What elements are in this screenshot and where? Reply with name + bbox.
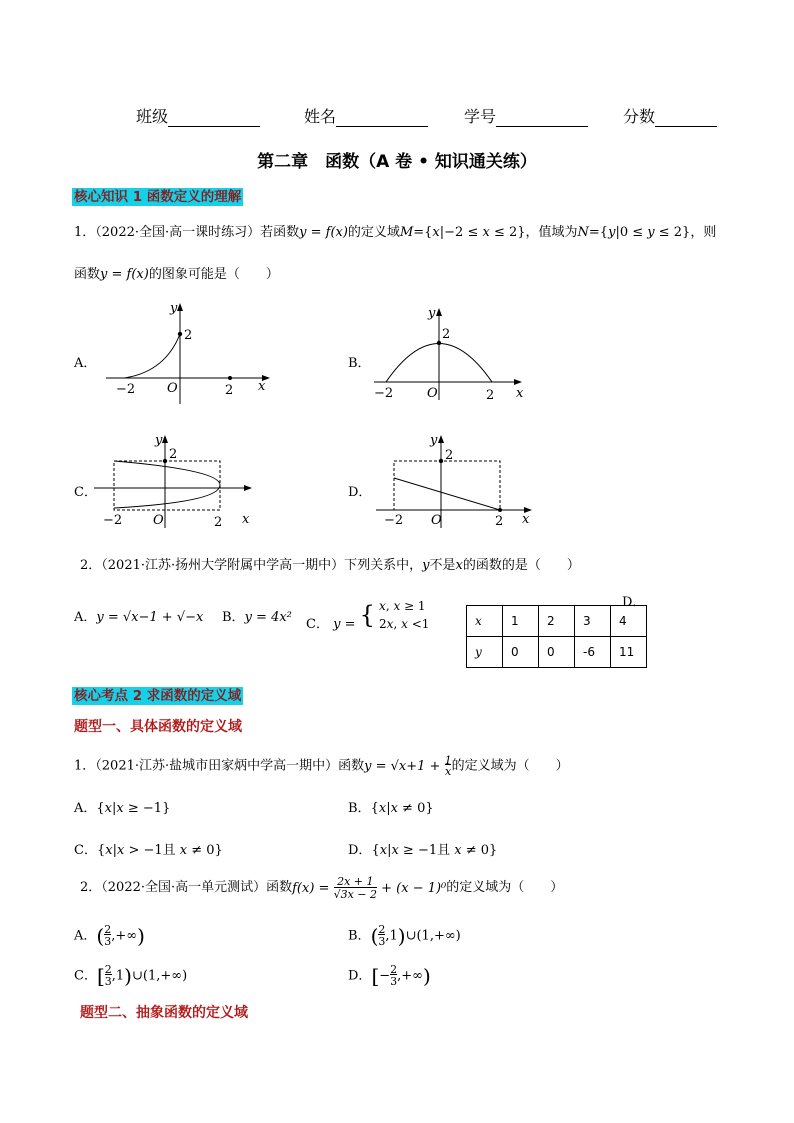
- svg-text:2: 2: [225, 383, 234, 398]
- s2-q1-option-b[interactable]: B．{x|x ≠ 0}: [348, 801, 434, 816]
- svg-text:x: x: [242, 512, 250, 527]
- svg-text:x: x: [522, 512, 530, 527]
- s2-q2-option-c[interactable]: C．[2 3,1)∪(1,+∞): [74, 963, 188, 988]
- graph-option-d[interactable]: [372, 432, 542, 532]
- svg-text:2: 2: [442, 327, 451, 342]
- formula-q2: f(x) = 2x + 1 √3x − 2 + (x − 1)⁰: [292, 875, 447, 901]
- formula-domain-m: M: [399, 225, 414, 240]
- s1-q1-option-b-label[interactable]: B．: [348, 356, 371, 371]
- name-blank[interactable]: [336, 110, 428, 127]
- s1-q1-option-d-label[interactable]: D．: [348, 485, 372, 500]
- svg-text:2: 2: [214, 515, 223, 530]
- svg-text:−2: −2: [384, 513, 404, 528]
- student-id-blank[interactable]: [496, 110, 588, 127]
- section2-heading: 核心考点 2 求函数的定义域: [74, 688, 242, 704]
- type2-heading: 题型二、抽象函数的定义域: [80, 1005, 248, 1021]
- s1-q2-option-d-label[interactable]: D．: [622, 595, 646, 610]
- name-field: [304, 104, 428, 127]
- s1-q1-line1: 1．（2022·全国·高一课时练习）若函数y = f(x)的定义域M={x|−2 ≤ x ≤ 2}，值域为N={y|0 ≤ y ≤ 2}，则: [74, 225, 717, 240]
- s1-q2-option-b[interactable]: B．y = 4x²: [222, 610, 292, 625]
- formula-y-fx: y = f(x): [299, 225, 348, 240]
- svg-text:y: y: [155, 433, 163, 448]
- s1-q2-text: 2．（2021·江苏·扬州大学附属中学高一期中）下列关系中，y不是x的函数的是（ ）: [80, 558, 580, 573]
- s1-q1-option-a-label[interactable]: A．: [74, 356, 97, 371]
- s2-q1-option-a[interactable]: A．{x|x ≥ −1}: [74, 801, 171, 816]
- s2-q1-option-d[interactable]: D．{x|x ≥ −1且 x ≠ 0}: [348, 843, 498, 858]
- svg-text:y: y: [170, 301, 178, 316]
- s2-q2-option-b[interactable]: B．(2 3,1)∪(1,+∞): [348, 923, 461, 948]
- svg-text:x: x: [516, 386, 524, 401]
- svg-text:x: x: [258, 379, 266, 394]
- svg-text:2: 2: [169, 447, 178, 462]
- student-id-field: [464, 104, 588, 127]
- graph-option-a[interactable]: [100, 300, 280, 410]
- name-label: 姓名: [304, 107, 337, 126]
- svg-text:O: O: [431, 513, 442, 528]
- page-title: 第二章 函数（A 卷 • 知识通关练）: [257, 152, 537, 172]
- svg-text:−2: −2: [103, 513, 123, 528]
- s1-q2-option-d-table: [466, 605, 647, 668]
- svg-text:y: y: [430, 433, 438, 448]
- formula-b: y = 4x²: [244, 610, 292, 625]
- s2-q1-option-c[interactable]: C．{x|x > −1且 x ≠ 0}: [74, 843, 223, 858]
- s1-q1-line2: 函数y = f(x)的图象可能是（ ）: [74, 267, 279, 282]
- svg-text:O: O: [167, 381, 178, 396]
- formula-a: y = √x−1 + √−x: [96, 610, 204, 625]
- svg-text:−2: −2: [116, 382, 136, 397]
- section1-heading: 核心知识 1 函数定义的理解: [74, 189, 242, 205]
- formula-range-n: N: [577, 225, 589, 240]
- svg-text:2: 2: [495, 514, 504, 529]
- class-label: 班级: [136, 107, 169, 126]
- brace-icon: {: [359, 601, 375, 629]
- s1-q2-option-c[interactable]: C． y = { x, x ≥ 1 2x, x <1: [306, 599, 430, 632]
- score-label: 分数: [623, 107, 656, 126]
- class-field: [136, 104, 260, 127]
- svg-text:2: 2: [445, 448, 454, 463]
- score-field: [623, 104, 717, 127]
- formula-c: x, x ≥ 1 2x, x <1: [379, 599, 430, 631]
- type1-heading: 题型一、具体函数的定义域: [74, 719, 242, 735]
- s2-q1-text: 1．（2021·江苏·盐城市田家炳中学高一期中）函数y = √x+1 + 1 x的定义域为（ ）: [74, 754, 569, 778]
- s2-q2-option-a[interactable]: A．(2 3,+∞): [74, 923, 145, 948]
- svg-text:O: O: [427, 386, 438, 401]
- formula-q1: y = √x+1 + 1 x: [364, 754, 452, 778]
- s2-q2-text: 2．（2022·全国·高一单元测试）函数f(x) = 2x + 1 √3x − 2 + (x − 1)⁰的定义域为（ ）: [80, 875, 564, 901]
- svg-text:2: 2: [184, 328, 193, 343]
- table-row: y 0 0 -6 11: [467, 637, 647, 668]
- s1-q2-option-a[interactable]: A．y = √x−1 + √−x: [74, 610, 204, 625]
- svg-text:y: y: [428, 306, 436, 321]
- s1-q1-option-c-label[interactable]: C．: [74, 485, 97, 500]
- graph-option-b[interactable]: [370, 305, 530, 405]
- class-blank[interactable]: [168, 110, 260, 127]
- score-blank[interactable]: [655, 110, 717, 127]
- svg-text:2: 2: [486, 388, 495, 403]
- svg-text:−2: −2: [374, 386, 394, 401]
- table-row: x 1 2 3 4: [467, 606, 647, 637]
- graph-option-c[interactable]: [90, 432, 260, 532]
- student-id-label: 学号: [464, 107, 497, 126]
- s2-q2-option-d[interactable]: D．[−2 3,+∞): [348, 963, 431, 988]
- svg-text:O: O: [153, 513, 164, 528]
